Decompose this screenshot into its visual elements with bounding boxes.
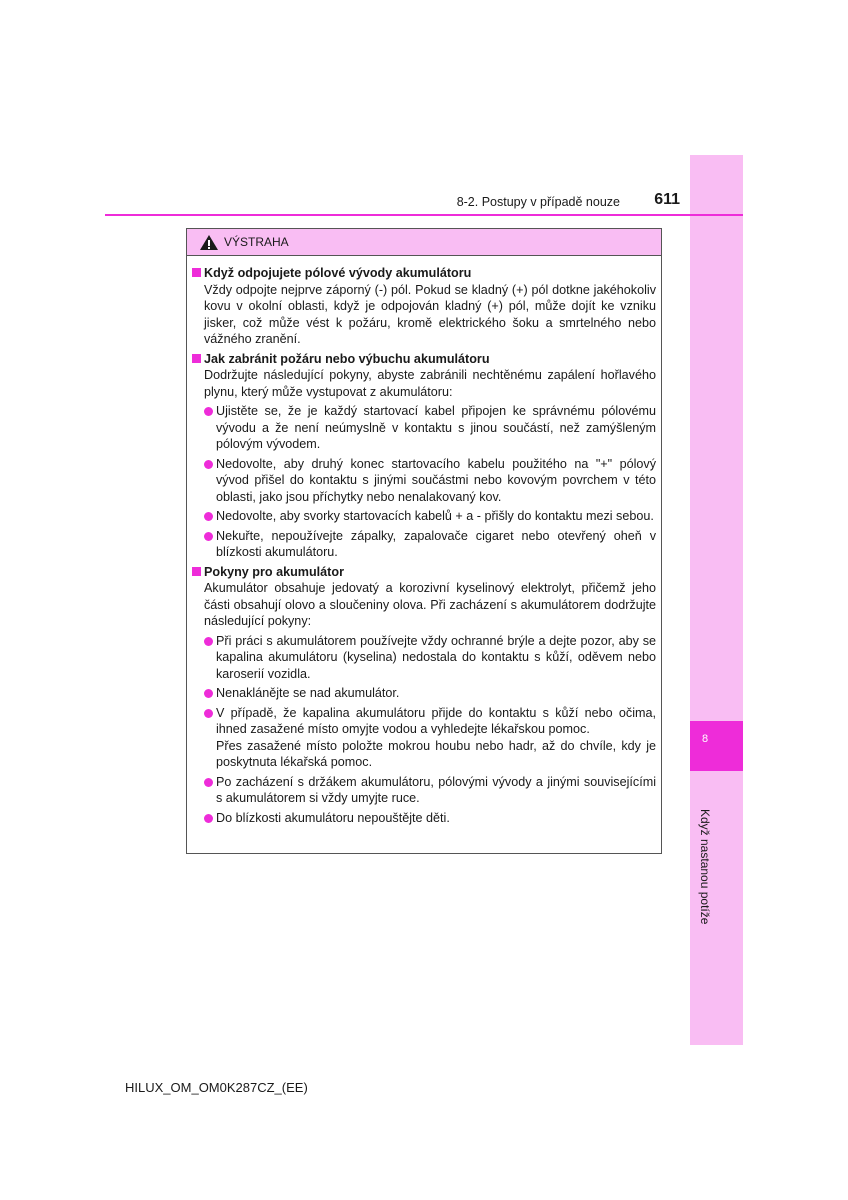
square-bullet-icon [192, 354, 201, 363]
bullet-item: Nedovolte, aby svorky startovacích kabelů + a - přišly do kontaktu mezi sebou. [204, 508, 656, 525]
page-number: 611 [654, 191, 680, 208]
chapter-tab-marker [690, 721, 743, 771]
bullet-item: Do blízkosti akumulátoru nepouštějte děti. [204, 810, 656, 827]
bullet-item: Při práci s akumulátorem používejte vždy ochranné brýle a dejte pozor, aby se kapalina akumulátoru (kyselina) nedostala do kontaktu s kůží, oděvem nebo karoserií vozidla. [204, 633, 656, 683]
bullet-item: V případě, že kapalina akumulátoru přijde do kontaktu s kůží nebo očima, ihned zasažené místo omyjte vodou a vyhledejte lékařskou pomoc. Přes zasažené místo položte mokrou houbu nebo hadr, až do chvíle, kdy je poskytnuta lékařská pomoc. [204, 705, 656, 771]
round-bullet-icon [204, 637, 213, 646]
chapter-label: Když nastanou potíže [698, 809, 712, 925]
bullet-item: Nenaklánějte se nad akumulátor. [204, 685, 656, 702]
round-bullet-icon [204, 689, 213, 698]
warning-section [190, 564, 656, 827]
warning-box [186, 228, 662, 854]
square-bullet-icon [192, 567, 201, 576]
warning-section [190, 265, 656, 348]
header-rule [105, 214, 743, 216]
round-bullet-icon [204, 407, 213, 416]
bullet-item: Nedovolte, aby druhý konec startovacího kabelu použitého na "+" pólový vývod přišel do kontaktu s jinými součástmi nebo kovovým povrchem v této oblasti, jako jsou příchytky nebo nenalakovaný kov. [204, 456, 656, 506]
section-paragraph: Vždy odpojte nejprve záporný (-) pól. Pokud se kladný (+) pól dotkne jakéhokoliv kovu v okolní oblasti, když je odpojován kladný (+) pól, může dojít ke vzniku jisker, což může vést k požáru, kromě elektrického šoku a smrtelného nebo vážného zranění. [204, 282, 656, 346]
warning-title: VÝSTRAHA [224, 235, 289, 249]
round-bullet-icon [204, 778, 213, 787]
round-bullet-icon [204, 512, 213, 521]
section-heading: Pokyny pro akumulátor [204, 564, 344, 579]
warning-triangle-icon [199, 234, 219, 251]
round-bullet-icon [204, 709, 213, 718]
bullet-item: Ujistěte se, že je každý startovací kabel připojen ke správnému pólovému vývodu a že není neúmyslně v kontaktu s jinou součástí, než zamýšleným pólovým vývodem. [204, 403, 656, 453]
document-code: HILUX_OM_OM0K287CZ_(EE) [125, 1080, 308, 1095]
section-paragraph: Dodržujte následující pokyny, abyste zabránili nechtěnému zapálení hořlavého plynu, který může vystupovat z akumulátoru: [204, 368, 656, 399]
section-heading: Když odpojujete pólové vývody akumulátoru [204, 266, 472, 280]
warning-body [187, 256, 661, 826]
section-heading: Jak zabránit požáru nebo výbuchu akumulátoru [204, 351, 490, 366]
warning-header [187, 229, 661, 256]
round-bullet-icon [204, 532, 213, 541]
bullet-item: Po zacházení s držákem akumulátoru, pólovými vývody a jinými souvisejícími s akumulátorem si vždy umyjte ruce. [204, 774, 656, 807]
round-bullet-icon [204, 460, 213, 469]
chapter-number: 8 [701, 733, 709, 745]
section-paragraph: Akumulátor obsahuje jedovatý a korozivní kyselinový elektrolyt, přičemž jeho části obsahují olovo a sloučeniny olova. Při zacházení s akumulátorem dodržujte následující pokyny: [204, 581, 656, 628]
section-title: 8-2. Postupy v případě nouze [456, 195, 620, 209]
bullet-item: Nekuřte, nepoužívejte zápalky, zapalovače cigaret nebo otevřený oheň v blízkosti akumulátoru. [204, 528, 656, 561]
round-bullet-icon [204, 814, 213, 823]
square-bullet-icon [192, 268, 201, 277]
warning-section [190, 351, 656, 561]
